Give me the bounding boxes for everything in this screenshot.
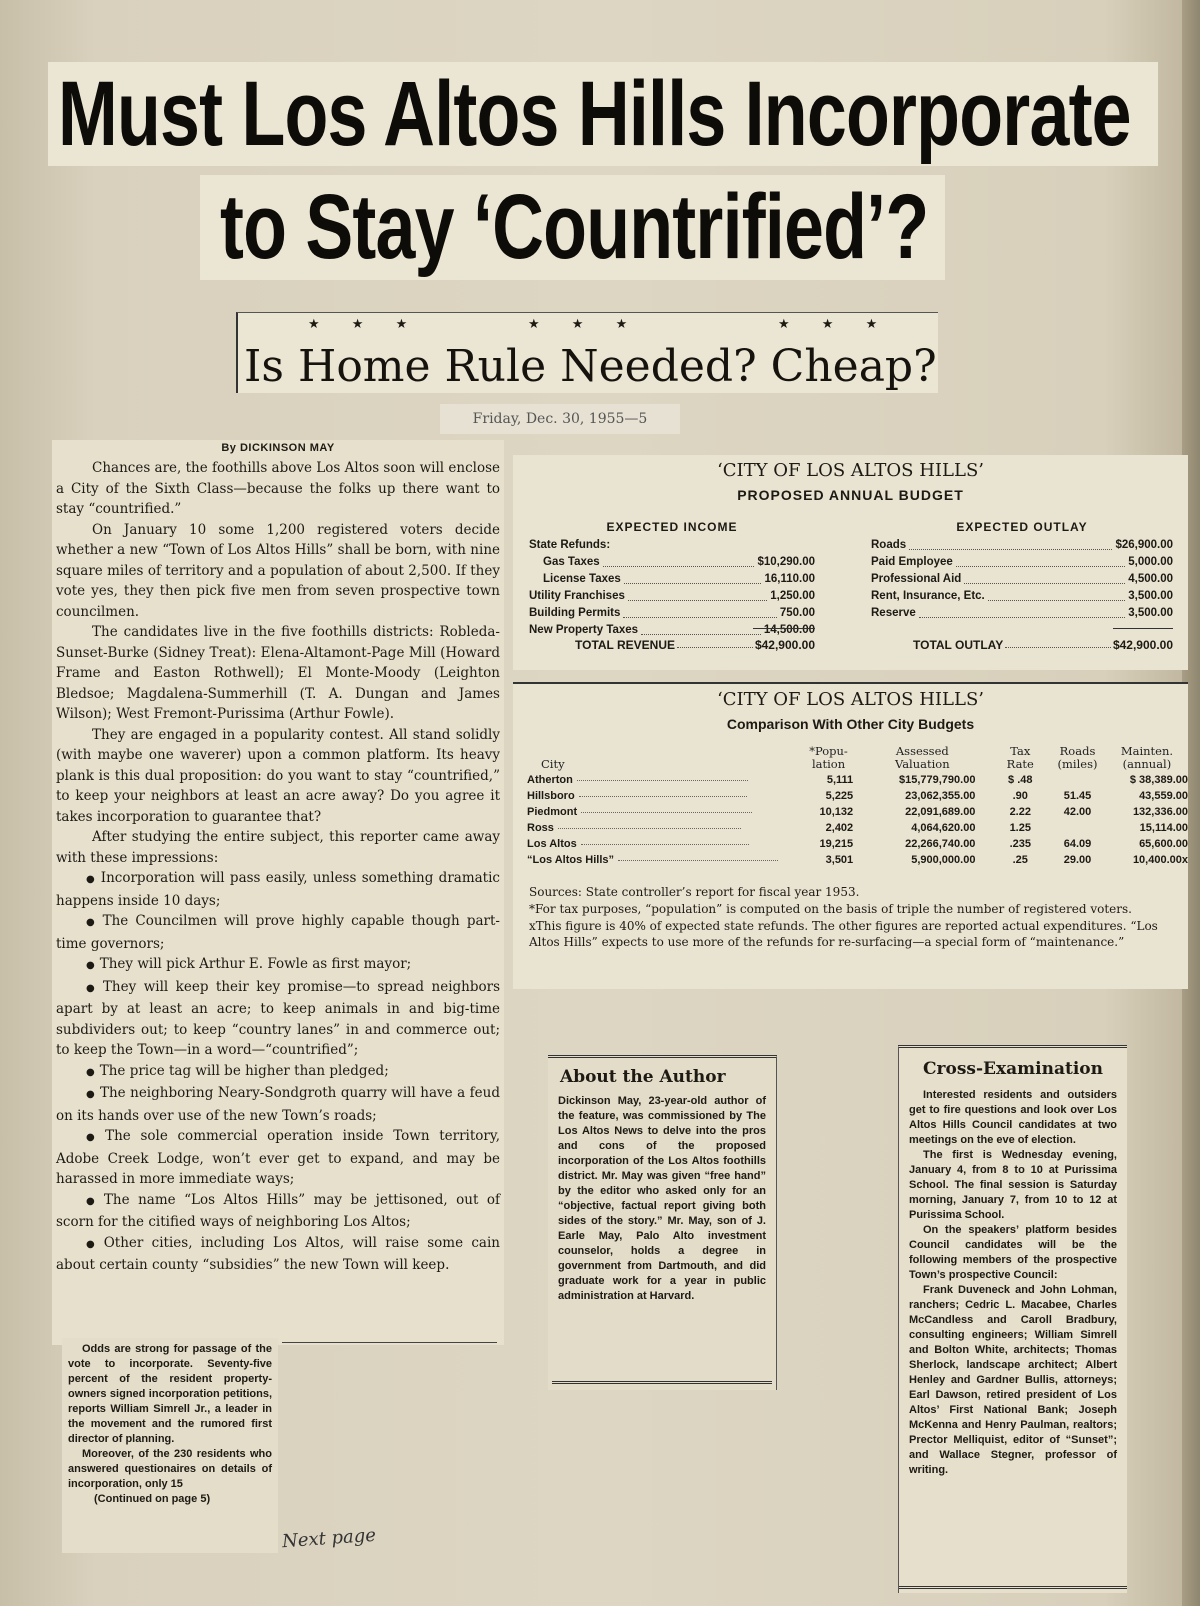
continued-note: (Continued on page 5): [94, 1493, 211, 1505]
headline-text-1: Must Los Altos Hills Incorporate: [58, 63, 1131, 165]
continuation-paragraph: Moreover, of the 230 residents who answered questionaires on details of incorporation, only 15: [68, 1448, 272, 1490]
article-paragraph: After studying the entire subject, this reporter came away with these impressions:: [56, 829, 500, 866]
note-population: *For tax purposes, “population” is computed on the basis of triple the number of registered voters.: [529, 902, 1132, 916]
headline-text-2: to Stay ‘Countrified’?: [220, 176, 929, 278]
article-paragraph: Chances are, the foothills above Los Altos soon will enclose a City of the Sixth Class—because the folks up there want to stay “countrified.”: [56, 460, 501, 517]
bullet-icon: ●: [86, 1132, 101, 1143]
sum-rule: [753, 628, 815, 629]
comparison-notes: [529, 884, 1179, 951]
about-title: About the Author: [560, 1067, 726, 1087]
comparison-row: [527, 772, 1188, 788]
cell-roads: [1049, 772, 1106, 788]
bullet-icon: ●: [86, 917, 98, 928]
cell-pop: 10,132: [819, 806, 854, 818]
divider-rule: [899, 1586, 1127, 1589]
cross-title: Cross-Examination: [923, 1059, 1103, 1079]
note-maintenance: xThis figure is 40% of expected state refunds. The other figures are reported actual expenditures. “Los Altos Hills” expects to use more of the refunds for re-surfacing—a special form of “maintenance.”: [529, 919, 1158, 949]
impression-item: [56, 1083, 500, 1126]
cell-roads: 64.09: [1063, 838, 1092, 850]
cell-roads: 51.45: [1063, 790, 1092, 802]
impression-item: [56, 1233, 500, 1276]
bullet-icon: ●: [86, 874, 96, 885]
article-paragraph: They are engaged in a popularity contest. All stand solidly (with maybe one waverer) upon a common platform. Its heavy plank is this dual proposition: do you want to stay “countrified,” to keep your neighbors at least an acre away? Do you agree it takes incorporation to guarantee that?: [56, 726, 500, 825]
budget-row: Utility Franchises 1,250.00: [529, 590, 815, 602]
divider-rule: [282, 1342, 497, 1343]
outlay-heading: EXPECTED OUTLAY: [956, 520, 1088, 534]
impression-item: [56, 1061, 500, 1084]
cell-roads: 29.00: [1063, 854, 1092, 866]
cell-roads: 42.00: [1063, 806, 1092, 818]
bullet-icon: ●: [86, 1066, 95, 1078]
cross-examination-box: [898, 1045, 1127, 1593]
cell-pop: 5,225: [825, 790, 854, 802]
about-text: Dickinson May, 23-year-old author of the feature, was commissioned by The Los Altos News to delve into the pros and cons of the proposed incorporation of the Los Altos foothills district. Mr. May was given “free hand” by the editor who asked only for an “objective, factual report giving both sides of the story.” Mr. May, son of J. Earle May, Palo Alto investment counselor, holds a degree in government from Dartmouth, and did graduate work for a year in public administration at Harvard.: [558, 1095, 766, 1302]
impression-text: The price tag will be higher than pledged;: [99, 1062, 389, 1079]
budget-row: Paid Employee 5,000.00: [871, 556, 1173, 568]
comparison-table: [513, 682, 1188, 989]
impression-item: [56, 1126, 500, 1190]
continuation-body: [62, 1338, 278, 1511]
budget-row: New Property Taxes 14,500.00: [529, 624, 815, 636]
cell-tax: .90: [1012, 790, 1028, 802]
cell-tax: $ .48: [1008, 774, 1033, 786]
cross-paragraph: The first is Wednesday evening, January 4, from 8 to 10 at Purissima School. The final session is Saturday morning, January 7, from 10 to 12 at Purissima School.: [909, 1149, 1117, 1221]
cell-tax: 2.22: [1009, 806, 1031, 818]
bullet-icon: ●: [86, 1089, 95, 1100]
col-header-roads: Roads (miles): [1057, 744, 1098, 771]
impression-text: The Councilmen will prove highly capable though part-time governors;: [56, 913, 500, 952]
col-header-assessed: Assessed Valuation: [894, 744, 950, 771]
impression-item: [56, 1190, 500, 1233]
income-column: [529, 519, 815, 639]
budget-row: Rent, Insurance, Etc. 3,500.00: [871, 590, 1173, 602]
impression-text: They will keep their key promise—to spread neighbors apart by at least an acre; to keep animals in and big-time subdividers out; to keep “country lanes” in and commerce out; to keep the Town—in a word—“countrified”;: [56, 978, 500, 1058]
comparison-row: [527, 852, 1188, 868]
cell-city: Los Altos: [527, 836, 804, 852]
headline-line-1: [48, 62, 1158, 166]
subheadline: [236, 312, 938, 393]
cell-tax: .25: [1012, 854, 1028, 866]
impression-text: Other cities, including Los Altos, will raise some cain about certain county “subsidies” the new Town will keep.: [56, 1234, 500, 1273]
bullet-icon: ●: [86, 1238, 99, 1250]
impression-item: [56, 977, 500, 1061]
article-paragraph: On January 10 some 1,200 registered voters decide whether a new “Town of Los Altos Hills” shall be born, with nine square miles of territory and a population of about 2,500. If they vote yes, they then pick five men from seven prospective town councilmen.: [56, 521, 500, 620]
cell-roads: [1049, 820, 1106, 836]
state-refunds-label: State Refunds:: [529, 539, 611, 551]
impression-item: [56, 911, 500, 954]
budget-table: [513, 455, 1188, 670]
comparison-title: ‘CITY OF LOS ALTOS HILLS’: [716, 689, 984, 710]
impression-item: [56, 868, 500, 911]
cell-tax: .235: [1009, 838, 1031, 850]
article-paragraph: The candidates live in the five foothills districts: Robleda-Sunset-Burke (Sidney Treat): Elena-Altamont-Page Mill (Howard Frame and Easton Rothwell); El Monte-Moody (Leighton Bledsoe; Magdalena-Summerhill (T. A. Dungan and James Wilson); West Fremont-Purissima (Arthur Fowle).: [56, 624, 500, 722]
sum-rule: [1113, 628, 1173, 629]
impression-item: [56, 954, 500, 977]
cell-maint: 132,336.00: [1132, 806, 1188, 818]
cell-pop: 2,402: [825, 822, 854, 834]
impressions-list: [56, 868, 500, 1276]
article-body: [52, 458, 504, 1276]
total-outlay: TOTAL OUTLAY $42,900.00: [913, 638, 1173, 652]
col-header-population: *Popu- lation: [809, 744, 848, 771]
cell-maint: 65,600.00: [1139, 838, 1188, 850]
byline: By DICKINSON MAY: [221, 442, 335, 454]
cell-maint: 15,114.00: [1139, 822, 1188, 834]
budget-row: Building Permits 750.00: [529, 607, 815, 619]
col-header-tax-rate: Tax Rate: [1006, 744, 1034, 771]
continuation-paragraph: Odds are strong for passage of the vote to incorporate. Seventy-five percent of the resident property-owners signed incorporation petitions, reports William Simrell Jr., a leader in the movement and the rumored first director of planning.: [68, 1343, 272, 1445]
impression-text: The neighboring Neary-Sondgroth quarry will have a feud on its hands over use of the new Town’s roads;: [56, 1085, 500, 1124]
about-the-author-box: [548, 1055, 777, 1390]
budget-row: Gas Taxes $10,290.00: [543, 556, 815, 568]
impression-text: Incorporation will pass easily, unless something dramatic happens inside 10 days;: [56, 870, 500, 909]
cell-city: “Los Altos Hills”: [527, 852, 804, 868]
cross-paragraph: Frank Duveneck and John Lohman, ranchers; Cedric L. Macabee, Charles McCandless and Caroll Bradbury, consulting engineers; William Simrell and Bolton White, architects; Thomas Sherlock, landscape architect; Albert Henley and Gardner Bullis, attorneys; Earl Dawson, retired president of Los Altos’ First National Bank; Joseph McKenna and Henry Paulman, realtors; Prector Melliquist, editor of “Sunset”; and Wallace Stegner, professor of writing.: [909, 1284, 1117, 1476]
cell-city: Atherton: [527, 772, 804, 788]
cell-assessed: 22,091,689.00: [905, 806, 976, 818]
cell-pop: 3,501: [825, 854, 854, 866]
cell-assessed: 4,064,620.00: [911, 822, 976, 834]
star-ornament: ★ ★ ★: [778, 317, 892, 332]
cell-tax: 1.25: [1009, 822, 1031, 834]
income-heading: EXPECTED INCOME: [606, 520, 738, 534]
dateline-text: Friday, Dec. 30, 1955—5: [472, 411, 648, 427]
note-sources: Sources: State controller’s report for fiscal year 1953.: [529, 885, 860, 899]
cell-city: Ross: [527, 820, 804, 836]
total-revenue: TOTAL REVENUE $42,900.00: [575, 638, 815, 652]
comparison-row: [527, 836, 1188, 852]
budget-subtitle: PROPOSED ANNUAL BUDGET: [737, 487, 964, 503]
cell-maint: 43,559.00: [1139, 790, 1188, 802]
divider-rule: [552, 1381, 772, 1384]
cross-paragraph: On the speakers’ platform besides Council candidates will be the following members of the prospective Town’s prospective Council:: [909, 1224, 1117, 1281]
bullet-icon: ●: [86, 1195, 99, 1207]
impression-text: The sole commercial operation inside Town territory, Adobe Creek Lodge, won’t ever get to expand, and may be harassed in more immediate ways;: [56, 1128, 500, 1187]
article-continuation: [62, 1338, 278, 1553]
impression-text: They will pick Arthur E. Fowle as first mayor;: [99, 956, 412, 972]
cell-assessed: 23,062,355.00: [905, 790, 976, 802]
dateline: [440, 404, 680, 434]
handwritten-note: Next page: [281, 1524, 377, 1553]
comparison-row: [527, 788, 1188, 804]
headline-line-2: [200, 175, 945, 280]
cell-city: Hillsboro: [527, 788, 804, 804]
cell-assessed: 22,266,740.00: [905, 838, 976, 850]
cross-body: [909, 1088, 1117, 1478]
comparison-row: [527, 804, 1188, 820]
cell-assessed: 5,900,000.00: [911, 854, 976, 866]
cell-maint: 10,400.00x: [1132, 854, 1188, 866]
cell-maint: $ 38,389.00: [1129, 774, 1188, 786]
cell-pop: 5,111: [826, 774, 854, 786]
cell-pop: 19,215: [819, 838, 854, 850]
comparison-grid: [527, 744, 1188, 868]
star-ornament: ★ ★ ★: [308, 317, 422, 332]
star-ornament: ★ ★ ★: [528, 317, 642, 332]
budget-row: License Taxes 16,110.00: [543, 573, 815, 585]
bullet-icon: ●: [86, 960, 95, 971]
comparison-subtitle: Comparison With Other City Budgets: [726, 716, 975, 732]
outlay-column: [871, 519, 1173, 622]
col-header-maintenance: Mainten. (annual): [1120, 744, 1174, 771]
cell-city: Piedmont: [527, 804, 804, 820]
bullet-icon: ●: [86, 982, 98, 994]
comparison-row: [527, 820, 1188, 836]
budget-title: ‘CITY OF LOS ALTOS HILLS’: [716, 460, 984, 481]
budget-row: Professional Aid 4,500.00: [871, 573, 1173, 585]
col-header-city: City: [541, 757, 565, 771]
cross-paragraph: Interested residents and outsiders get to fire questions and look over Los Altos Hills Council candidates at two meetings on the eve of election.: [909, 1089, 1117, 1146]
budget-row: Reserve 3,500.00: [871, 607, 1173, 619]
article-column: [52, 440, 504, 1345]
impression-text: The name “Los Altos Hills” may be jettisoned, out of scorn for the citified ways of neighboring Los Altos;: [56, 1191, 500, 1230]
subheadline-text: Is Home Rule Needed? Cheap?: [244, 341, 937, 392]
budget-row: Roads $26,900.00: [871, 539, 1173, 551]
cell-assessed: $15,779,790.00: [898, 774, 976, 786]
